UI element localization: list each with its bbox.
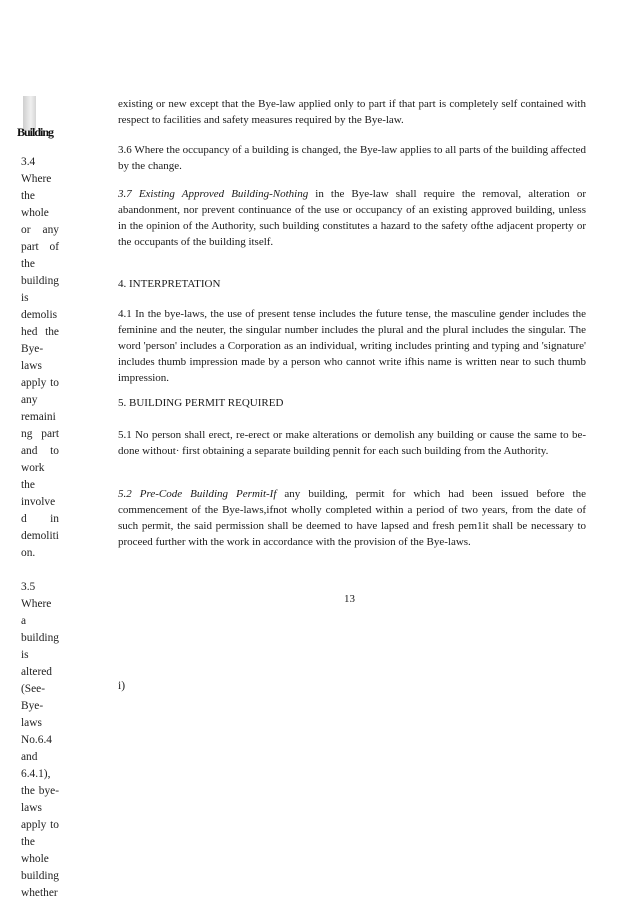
paragraph-5-1: 5.1 No person shall erect, re-erect or make alterations or demolish any building or cause the same to be- done without· first obtaining a separate building pennit for each such building from the Authority. [118,429,586,457]
side-paragraph-3-5: 3.5 Where a building is altered (See-Bye-laws No.6.4 and 6.4.1), the bye-laws apply to the whole building whether [21,581,59,899]
section-heading-building-permit: 5. BUILDING PERMIT REQUIRED [118,397,284,409]
paragraph-5-2-body: any building, permit for which had been issued before the commencement of the Bye-laws,ifnot wholly completed within a period of two years, from the date of such permit, the said permission shall be deemed to have lapsed and fresh pem1it shall be necessary to proceed further with the work in accordance with the provision of the Bye-laws. [118,488,586,548]
paragraph-5-2-title: 5.2 Pre-Code Building Permit-If [118,488,277,500]
paragraph-3-7 [118,186,586,250]
page-number: 13 [344,593,355,605]
footer-mark: i) [118,680,126,692]
paragraph-3-6: 3.6 Where the occupancy of a building is changed, the Bye-law applies to all parts of the building affected by the change. [118,144,586,172]
paragraph-3-7-body: in the Bye-law shall require the removal, alteration or abandonment, nor prevent continuance of the use or occupancy of an existing approved building, unless in the opinion of the Authority, such building constitutes a hazard to the safety ofthe adjacent property or the occupants of the building itself. [118,188,587,248]
paragraph-3-7-title: 3.7 Existing Approved Building-Nothing [118,188,309,200]
side-heading: Building [17,125,54,139]
side-paragraph-3-4: 3.4 Where the whole or any part of the building is demolished the Bye-laws apply to any remaining part and to work the involved in demolition. [21,156,59,559]
paragraph-continuation: existing or new except that the Bye-law applied only to part if that part is completely self contained with respect to facilities and safety measures required by the Bye-law. [118,98,586,126]
paragraph-4-1: 4.1 In the bye-laws, the use of present tense includes the future tense, the masculine gender includes the feminine and the neuter, the singular number includes the plural and the plural includes the singular. The word 'person' includes a Corporation as an individual, writing includes printing and typing and 'signature' includes thumb impression made by a person who cannot write ifhis name is written near to such thumb impression. [118,308,586,384]
section-heading-interpretation: 4. INTERPRETATION [118,278,221,290]
paragraph-5-2 [118,486,586,550]
side-column [21,154,59,902]
